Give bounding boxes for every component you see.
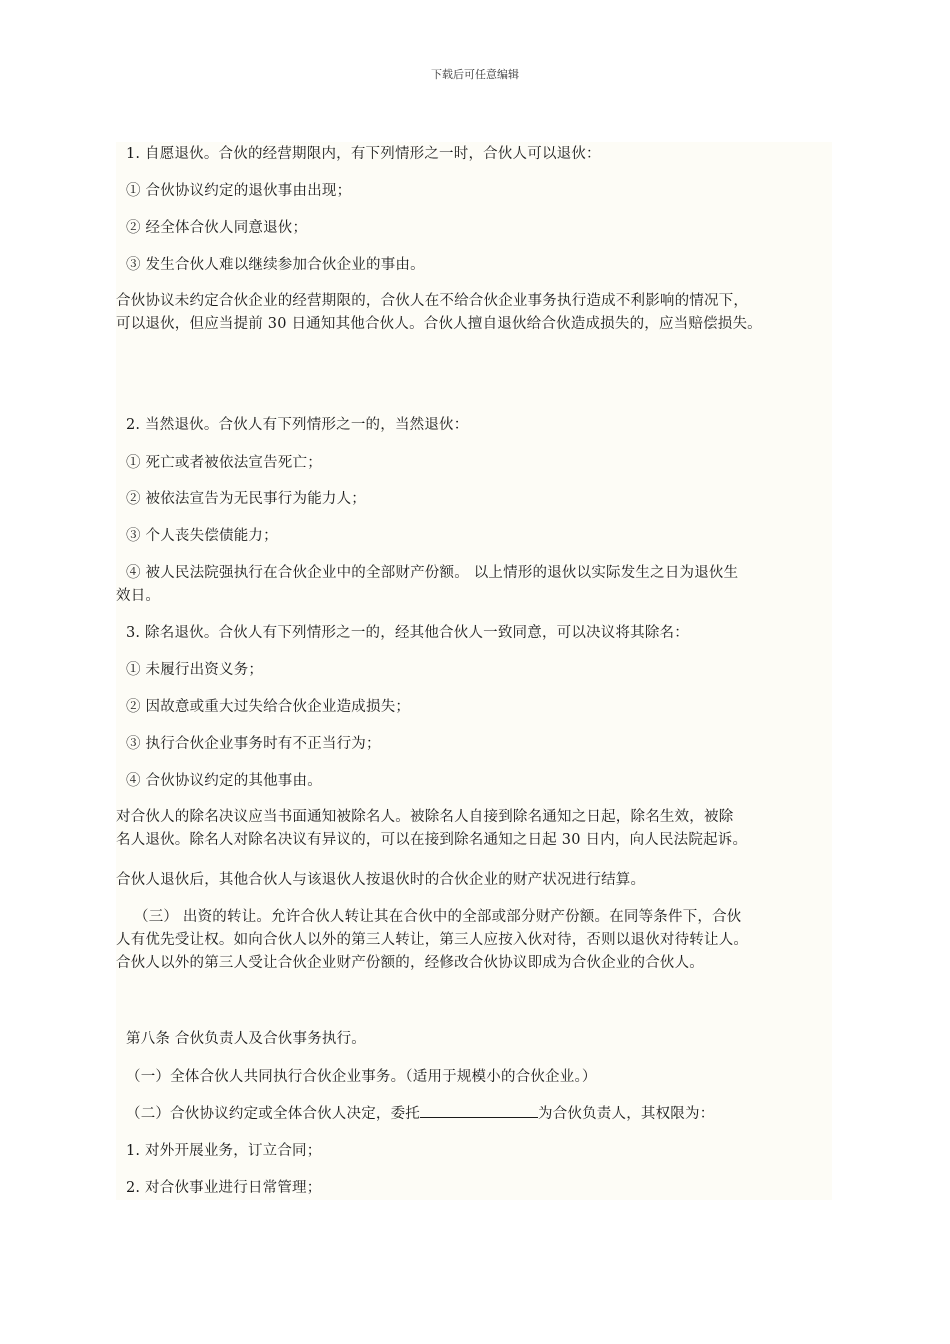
paragraph-line: 合伙人以外的第三人受让合伙企业财产份额的，经修改合伙协议即成为合伙企业的合伙人。 bbox=[116, 955, 704, 971]
delegation-text-before: （二）合伙协议约定或全体合伙人决定，委托 bbox=[126, 1106, 420, 1122]
paragraph-line: 对合伙人的除名决议应当书面通知被除名人。被除名人自接到除名通知之日起，除名生效，被除 bbox=[116, 809, 734, 825]
paragraph-expulsion: 3. 除名退伙。合伙人有下列情形之一的，经其他合伙人一致同意，可以决议将其除名： bbox=[126, 625, 689, 641]
paragraph-line: 效日。 bbox=[116, 588, 161, 604]
paragraph-joint-execution: （一）全体合伙人共同执行合伙企业事务。（适用于规模小的合伙企业。） bbox=[126, 1069, 597, 1085]
list-item: ② 被依法宣告为无民事行为能力人； bbox=[126, 491, 367, 507]
article-heading: 第八条 合伙负责人及合伙事务执行。 bbox=[126, 1031, 367, 1047]
list-item: 2. 对合伙事业进行日常管理； bbox=[126, 1180, 322, 1196]
list-item: ① 合伙协议约定的退伙事由出现； bbox=[126, 183, 352, 199]
fill-in-blank bbox=[420, 1103, 538, 1118]
paragraph-line: 人有优先受让权。如向合伙人以外的第三人转让，第三人应按入伙对待，否则以退伙对待转让人。 bbox=[116, 932, 749, 948]
paragraph-line: 可以退伙，但应当提前 30 日通知其他合伙人。合伙人擅自退伙给合伙造成损失的，应当赔偿损失。 bbox=[116, 316, 762, 332]
list-item: ③ 发生合伙人难以继续参加合伙企业的事由。 bbox=[126, 257, 425, 273]
list-item: ① 死亡或者被依法宣告死亡； bbox=[126, 455, 322, 471]
paragraph-line: 名人退伙。除名人对除名决议有异议的，可以在接到除名通知之日起 30 日内，向人民法院起诉。 bbox=[116, 832, 748, 848]
paragraph-delegation bbox=[116, 1103, 842, 1126]
paragraph-line: 合伙协议未约定合伙企业的经营期限的，合伙人在不给合伙企业事务执行造成不利影响的情况下， bbox=[116, 293, 749, 309]
paragraph-automatic-withdrawal: 2. 当然退伙。合伙人有下列情形之一的，当然退伙： bbox=[126, 417, 469, 433]
paragraph-line: （三） 出资的转让。允许合伙人转让其在合伙中的全部或部分财产份额。在同等条件下，合伙 bbox=[134, 909, 742, 925]
list-item: ④ 被人民法院强执行在合伙企业中的全部财产份额。 以上情形的退伙以实际发生之日为退伙生 bbox=[126, 565, 739, 581]
page-header: 下载后可任意编辑 bbox=[431, 68, 519, 81]
delegation-text-after: 为合伙负责人，其权限为： bbox=[538, 1106, 715, 1122]
list-item: ③ 执行合伙企业事务时有不正当行为； bbox=[126, 736, 381, 752]
list-item: ② 经全体合伙人同意退伙； bbox=[126, 220, 308, 236]
document-body bbox=[116, 142, 832, 1200]
list-item: ① 未履行出资义务； bbox=[126, 662, 264, 678]
paragraph-voluntary-withdrawal: 1. 自愿退伙。合伙的经营期限内，有下列情形之一时，合伙人可以退伙： bbox=[126, 146, 601, 162]
paragraph-settlement: 合伙人退伙后，其他合伙人与该退伙人按退伙时的合伙企业的财产状况进行结算。 bbox=[116, 872, 646, 888]
list-item: ③ 个人丧失偿债能力； bbox=[126, 528, 278, 544]
list-item: 1. 对外开展业务，订立合同； bbox=[126, 1143, 322, 1159]
list-item: ② 因故意或重大过失给合伙企业造成损失； bbox=[126, 699, 411, 715]
list-item: ④ 合伙协议约定的其他事由。 bbox=[126, 773, 322, 789]
